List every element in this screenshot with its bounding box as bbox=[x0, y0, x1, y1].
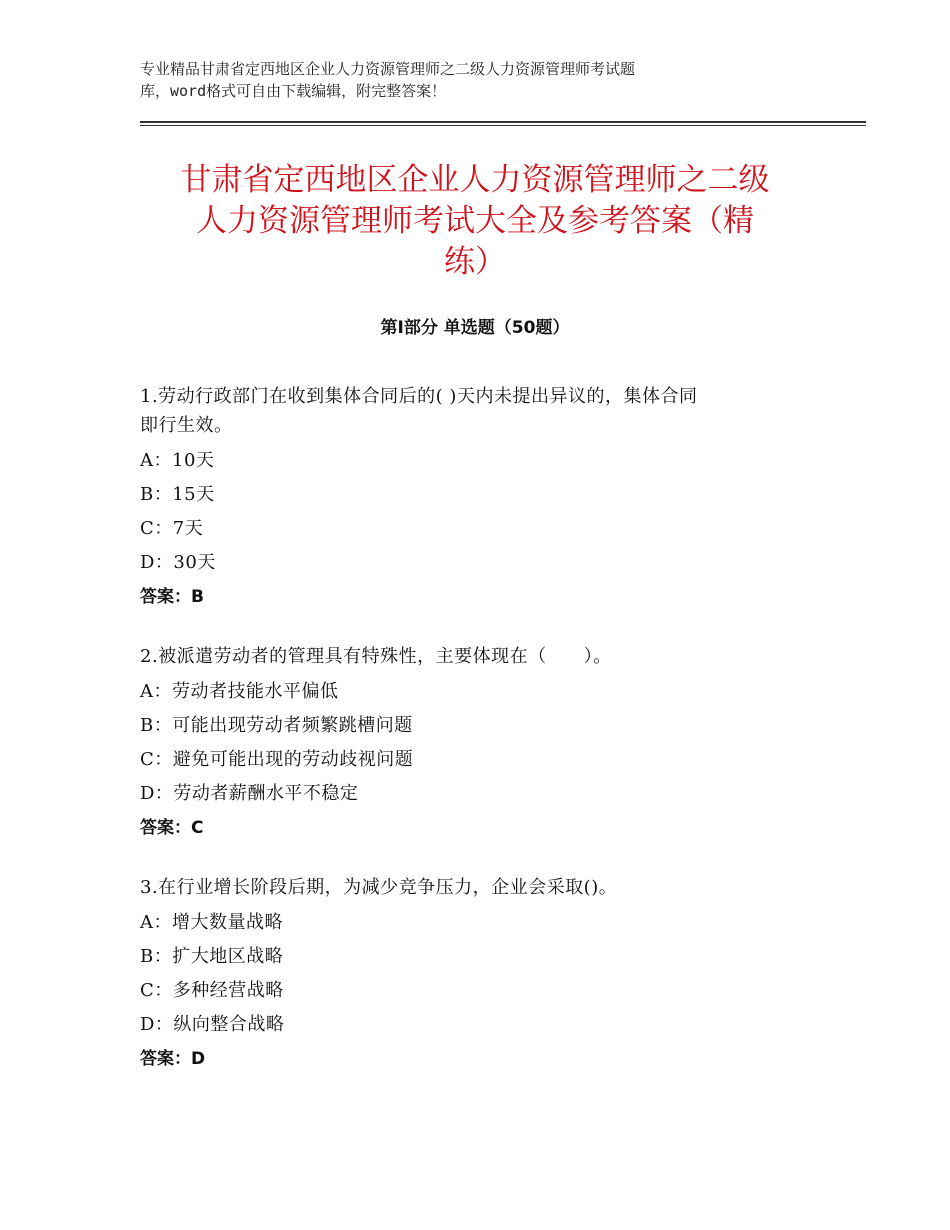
option-c: C：避免可能出现的劳动歧视问题 bbox=[140, 749, 414, 770]
question-text-line-2: 即行生效。 bbox=[140, 415, 233, 436]
question-list bbox=[140, 382, 820, 1104]
answer: 答案：D bbox=[140, 1049, 206, 1069]
header-note-line-1: 专业精品甘肃省定西地区企业人力资源管理师之二级人力资源管理师考试题 bbox=[140, 60, 636, 78]
answer: 答案：B bbox=[140, 587, 204, 607]
option-a: A：劳动者技能水平偏低 bbox=[140, 681, 339, 702]
question-1 bbox=[140, 382, 820, 614]
option-a: A：10天 bbox=[140, 450, 215, 471]
header-note bbox=[140, 58, 820, 102]
option-d: D：纵向整合战略 bbox=[140, 1014, 285, 1035]
option-c: C：多种经营战略 bbox=[140, 980, 284, 1001]
option-a: A：增大数量战略 bbox=[140, 912, 283, 933]
document-title-line-3: 练） bbox=[444, 244, 506, 280]
question-text bbox=[140, 382, 820, 440]
section-title: 第Ⅰ部分 单选题（50题） bbox=[380, 318, 570, 338]
option-d: D：30天 bbox=[140, 552, 216, 573]
option-b: B：15天 bbox=[140, 484, 215, 505]
option-c: C：7天 bbox=[140, 518, 204, 539]
answer: 答案：C bbox=[140, 818, 204, 838]
question-3 bbox=[140, 873, 820, 1076]
option-d: D：劳动者薪酬水平不稳定 bbox=[140, 783, 359, 804]
document-title bbox=[120, 160, 830, 283]
question-text-line-1: 1.劳动行政部门在收到集体合同后的( )天内未提出异议的，集体合同 bbox=[140, 386, 698, 407]
option-b: B：扩大地区战略 bbox=[140, 946, 284, 967]
document-title-line-2: 人力资源管理师考试大全及参考答案（精 bbox=[196, 203, 754, 239]
option-b: B：可能出现劳动者频繁跳槽问题 bbox=[140, 715, 413, 736]
question-2 bbox=[140, 642, 820, 845]
document-title-line-1: 甘肃省定西地区企业人力资源管理师之二级 bbox=[180, 162, 770, 198]
header-divider bbox=[140, 121, 866, 126]
header-note-line-2: 库，word格式可自由下载编辑，附完整答案！ bbox=[140, 82, 447, 100]
question-text: 2.被派遣劳动者的管理具有特殊性，主要体现在（ ）。 bbox=[140, 646, 612, 667]
question-text: 3.在行业增长阶段后期，为减少竞争压力，企业会采取()。 bbox=[140, 877, 618, 898]
